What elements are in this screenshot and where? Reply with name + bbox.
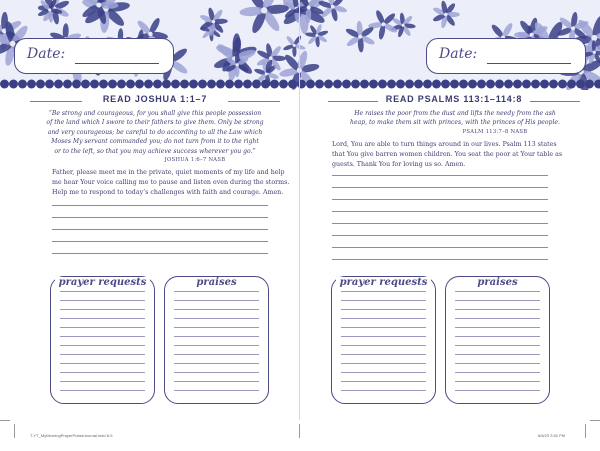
- praises-card[interactable]: [164, 276, 269, 404]
- praises-card[interactable]: [445, 276, 550, 404]
- crop-mark: [14, 424, 15, 438]
- prayer-requests-card[interactable]: [50, 276, 155, 404]
- prayer-line: me hear Your voice calling me to pause and listen even during the storms.: [52, 178, 290, 186]
- verse-line: Moses My servant commanded you; do not turn from it to the right: [51, 138, 259, 146]
- crop-mark: [590, 420, 600, 421]
- verse-line: heap, to make them sit with princes, with the princes of His people.: [350, 119, 560, 127]
- verse-line: and very courageous; be careful to do according to all the Law which: [47, 128, 263, 136]
- reading-heading: [30, 94, 280, 108]
- verse-reference: PSALM 113:7–8 NASB: [462, 128, 528, 135]
- prayer-line: Help me to respond to today’s challenges with faith and courage. Amen.: [52, 188, 284, 196]
- prayer-requests-card[interactable]: [331, 276, 436, 404]
- verse-line: “Be strong and courageous, for you shall give this people possession: [48, 110, 262, 117]
- reading-heading-text: READ PSALMS 113:1–114:8: [385, 94, 523, 104]
- prayer-line: Father, please meet me in the private, quiet moments of my life and help: [52, 169, 285, 176]
- date-line: [487, 63, 571, 64]
- left-page: [0, 0, 300, 420]
- prayer-text: [52, 168, 292, 197]
- verse-line: or to the left, so that you may achieve success wherever you go.”: [54, 147, 256, 155]
- verse-line: He raises the poor from the dust and lifts the needy from the ash: [354, 110, 556, 117]
- slug-timestamp: 6/6/23 3:52 PM: [538, 433, 566, 438]
- crop-mark: [299, 424, 300, 438]
- reading-heading: [328, 94, 580, 108]
- verse-reference: JOSHUA 1:6–7 NASB: [164, 157, 226, 164]
- date-field-right[interactable]: [426, 38, 586, 74]
- card-title: praises: [473, 277, 521, 288]
- verse-line: of the land which I swore to their fathers to give them. Only be strong: [46, 119, 264, 127]
- card-title: prayer requests: [55, 277, 151, 288]
- crop-mark: [585, 424, 586, 438]
- date-label: Date:: [439, 46, 478, 62]
- scripture-verse: [40, 109, 270, 165]
- right-page: [300, 0, 600, 420]
- date-label: Date:: [27, 46, 66, 62]
- card-title: prayer requests: [336, 277, 432, 288]
- date-field-left[interactable]: [14, 38, 174, 74]
- prayer-line: Lord, You are able to turn things around in our lives. Psalm 113 states: [332, 141, 557, 148]
- prayer-line: guests. Thank You for loving us so. Amen.: [332, 160, 466, 168]
- crop-mark: [0, 420, 10, 421]
- card-title: praises: [192, 277, 240, 288]
- scripture-verse: [330, 109, 580, 137]
- reading-heading-text: READ JOSHUA 1:1–7: [102, 94, 208, 104]
- date-line: [75, 63, 159, 64]
- prayer-line: that You give barren women children. You seat the poor at Your table as: [332, 150, 563, 158]
- slug-filename: T-YT_MyMorningPrayerPraiseJournal.indd 8-9: [30, 433, 113, 438]
- prayer-text: [332, 140, 592, 169]
